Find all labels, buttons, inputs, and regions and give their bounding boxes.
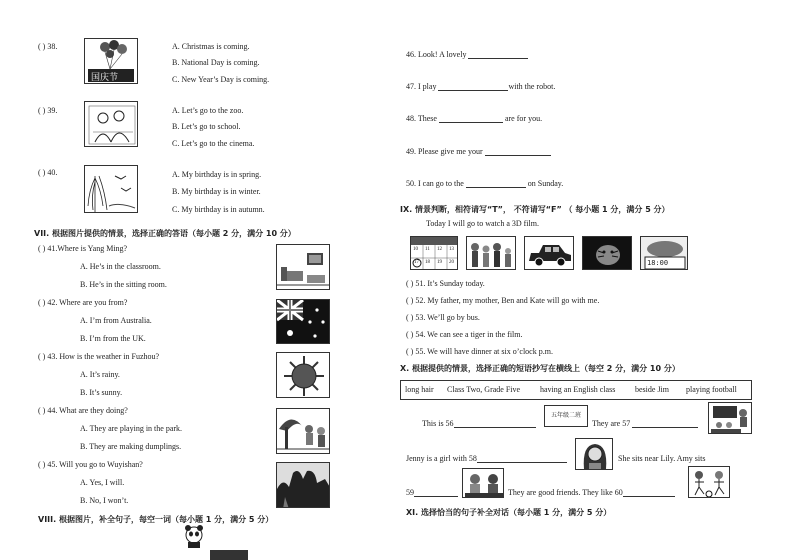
- phrase: beside Jim: [635, 385, 669, 394]
- family-picture: [466, 236, 516, 270]
- q52-text: ( ) 52. My father, my mother, Ben and Kate will go with me.: [406, 296, 600, 305]
- q54-text: ( ) 54. We can see a tiger in the film.: [406, 330, 523, 339]
- sofa-tv-icon: [277, 245, 330, 290]
- s58-continue: She sits near Lily. Amy sits: [618, 454, 706, 463]
- q45-question: ( ) 45. Will you go to Wuyishan?: [38, 460, 143, 469]
- sun-icon: [277, 353, 330, 398]
- q55-text: ( ) 55. We will have dinner at six o’clock p.m.: [406, 347, 553, 356]
- australia-flag-picture: [276, 299, 330, 344]
- australia-flag-icon: [277, 300, 330, 344]
- calendar-day: 17: [414, 260, 419, 265]
- panda-icon: [180, 524, 208, 548]
- section-10-title: X. 根据提供的情景，选择正确的短语抄写在横线上（每空 2 分，满分 10 分）: [400, 364, 680, 373]
- phrase-box: [400, 380, 752, 400]
- q38-option-b: B. National Day is coming.: [172, 58, 260, 67]
- football-picture: [688, 466, 730, 498]
- q38-option-a: A. Christmas is coming.: [172, 42, 250, 51]
- q40-option-c: C. My birthday is in autumn.: [172, 205, 265, 214]
- q42-option-b: B. I’m from the UK.: [80, 334, 146, 343]
- q46-text: 46. Look! A lovely: [406, 50, 528, 59]
- section-9-intro: Today I will go to watch a 3D film.: [426, 219, 539, 228]
- s57-text: They are 57: [592, 419, 698, 428]
- q39-option-c: C. Let’s go to the cinema.: [172, 139, 255, 148]
- people-icon: [85, 102, 138, 147]
- girl-long-hair-icon: [576, 439, 613, 470]
- children-playing-icon: [277, 409, 330, 454]
- section-9-title: IX. 情景判断，相符请写“T”， 不符请写“F” （ 每小题 1 分，满分 5 分）: [400, 205, 670, 214]
- q41-option-b: B. He’s in the sitting room.: [80, 280, 167, 289]
- jenny-picture: [575, 438, 613, 470]
- spring-picture: [84, 165, 138, 213]
- q47-text: 47. I play with the robot.: [406, 82, 556, 91]
- q44-option-b: B. They are making dumplings.: [80, 442, 182, 451]
- mountain-icon: [277, 463, 330, 508]
- phrase: long hair: [405, 385, 434, 394]
- q43-question: ( ) 43. How is the weather in Fuzhou?: [38, 352, 160, 361]
- calendar-day: 19: [437, 260, 442, 265]
- q43-option-b: B. It’s sunny.: [80, 388, 123, 397]
- q53-text: ( ) 53. We’ll go by bus.: [406, 313, 480, 322]
- q39-option-a: A. Let’s go to the zoo.: [172, 106, 244, 115]
- s60-text: They are good friends. They like 60: [508, 488, 675, 497]
- next-picture: [210, 550, 248, 560]
- tiger-film-icon: [583, 237, 632, 270]
- s56-text: This is 56: [422, 419, 536, 428]
- calendar-picture: [410, 236, 458, 270]
- q42-option-a: A. I’m from Australia.: [80, 316, 152, 325]
- q38-bracket: ( ) 38.: [38, 42, 58, 51]
- car-picture: [524, 236, 574, 270]
- panda-picture: [180, 524, 208, 548]
- q48-text: 48. These are for you.: [406, 114, 543, 123]
- q40-option-a: A. My birthday is in spring.: [172, 170, 262, 179]
- clock-time: 18:00: [647, 259, 669, 267]
- q41-option-a: A. He’s in the classroom.: [80, 262, 161, 271]
- calendar-day: 10: [413, 247, 418, 252]
- pic-caption: 国庆节: [91, 73, 119, 83]
- phrase: having an English class: [540, 385, 616, 394]
- section-8-title: VIII. 根据图片，补全句子，每空一词（每小题 1 分，满分 5 分）: [38, 515, 274, 524]
- phrase: playing football: [686, 385, 737, 394]
- national-day-picture: [84, 38, 138, 84]
- willow-tree-icon: [85, 166, 138, 213]
- dinner-clock-picture: [640, 236, 688, 270]
- q41-question: ( ) 41.Where is Yang Ming?: [38, 244, 128, 253]
- q38-option-c: C. New Year’s Day is coming.: [172, 75, 270, 84]
- calendar-day: 18: [425, 260, 430, 265]
- q44-question: ( ) 44. What are they doing?: [38, 406, 128, 415]
- calendar-day: 12: [437, 247, 442, 252]
- class-badge: 五年级二班: [544, 405, 588, 427]
- q45-option-a: A. Yes, I will.: [80, 478, 125, 487]
- calendar-day: 11: [425, 247, 430, 252]
- q51-text: ( ) 51. It’s Sunday today.: [406, 279, 485, 288]
- calendar-day: 20: [449, 260, 454, 265]
- film-picture: [582, 236, 632, 270]
- q50-text: 50. I can go to the on Sunday.: [406, 179, 564, 188]
- calendar-icon: [411, 237, 458, 270]
- q42-question: ( ) 42. Where are you from?: [38, 298, 128, 307]
- q44-option-a: A. They are playing in the park.: [80, 424, 183, 433]
- q43-option-a: A. It’s rainy.: [80, 370, 120, 379]
- sunny-weather-picture: [276, 352, 330, 398]
- family-icon: [467, 237, 516, 270]
- q49-text: 49. Please give me your: [406, 147, 551, 156]
- q39-option-b: B. Let’s go to school.: [172, 122, 241, 131]
- calendar-day: 13: [449, 247, 454, 252]
- q40-bracket: ( ) 40.: [38, 168, 58, 177]
- s58-text: Jenny is a girl with 58: [406, 454, 567, 463]
- section-7-title: VII. 根据图片提供的情景，选择正确的答语（每小题 2 分，满分 10 分）: [34, 229, 296, 238]
- cinema-picture: [84, 101, 138, 147]
- car-icon: [525, 237, 574, 270]
- children-sitting-icon: [463, 469, 504, 498]
- q39-bracket: ( ) 39.: [38, 106, 58, 115]
- q45-option-b: B. No, I won’t.: [80, 496, 129, 505]
- english-class-picture: [708, 402, 752, 434]
- playing-football-icon: [689, 467, 730, 498]
- phrase: Class Two, Grade Five: [447, 385, 521, 394]
- section-11-title: XI. 选择恰当的句子补全对话（每小题 1 分，满分 5 分）: [406, 508, 612, 517]
- wuyishan-picture: [276, 462, 330, 508]
- q40-option-b: B. My birthday is in winter.: [172, 187, 261, 196]
- park-picture: [276, 408, 330, 454]
- classroom-icon: [709, 403, 752, 434]
- sitting-room-picture: [276, 244, 330, 290]
- s59-text: 59: [406, 488, 458, 497]
- beside-jim-picture: [462, 468, 504, 498]
